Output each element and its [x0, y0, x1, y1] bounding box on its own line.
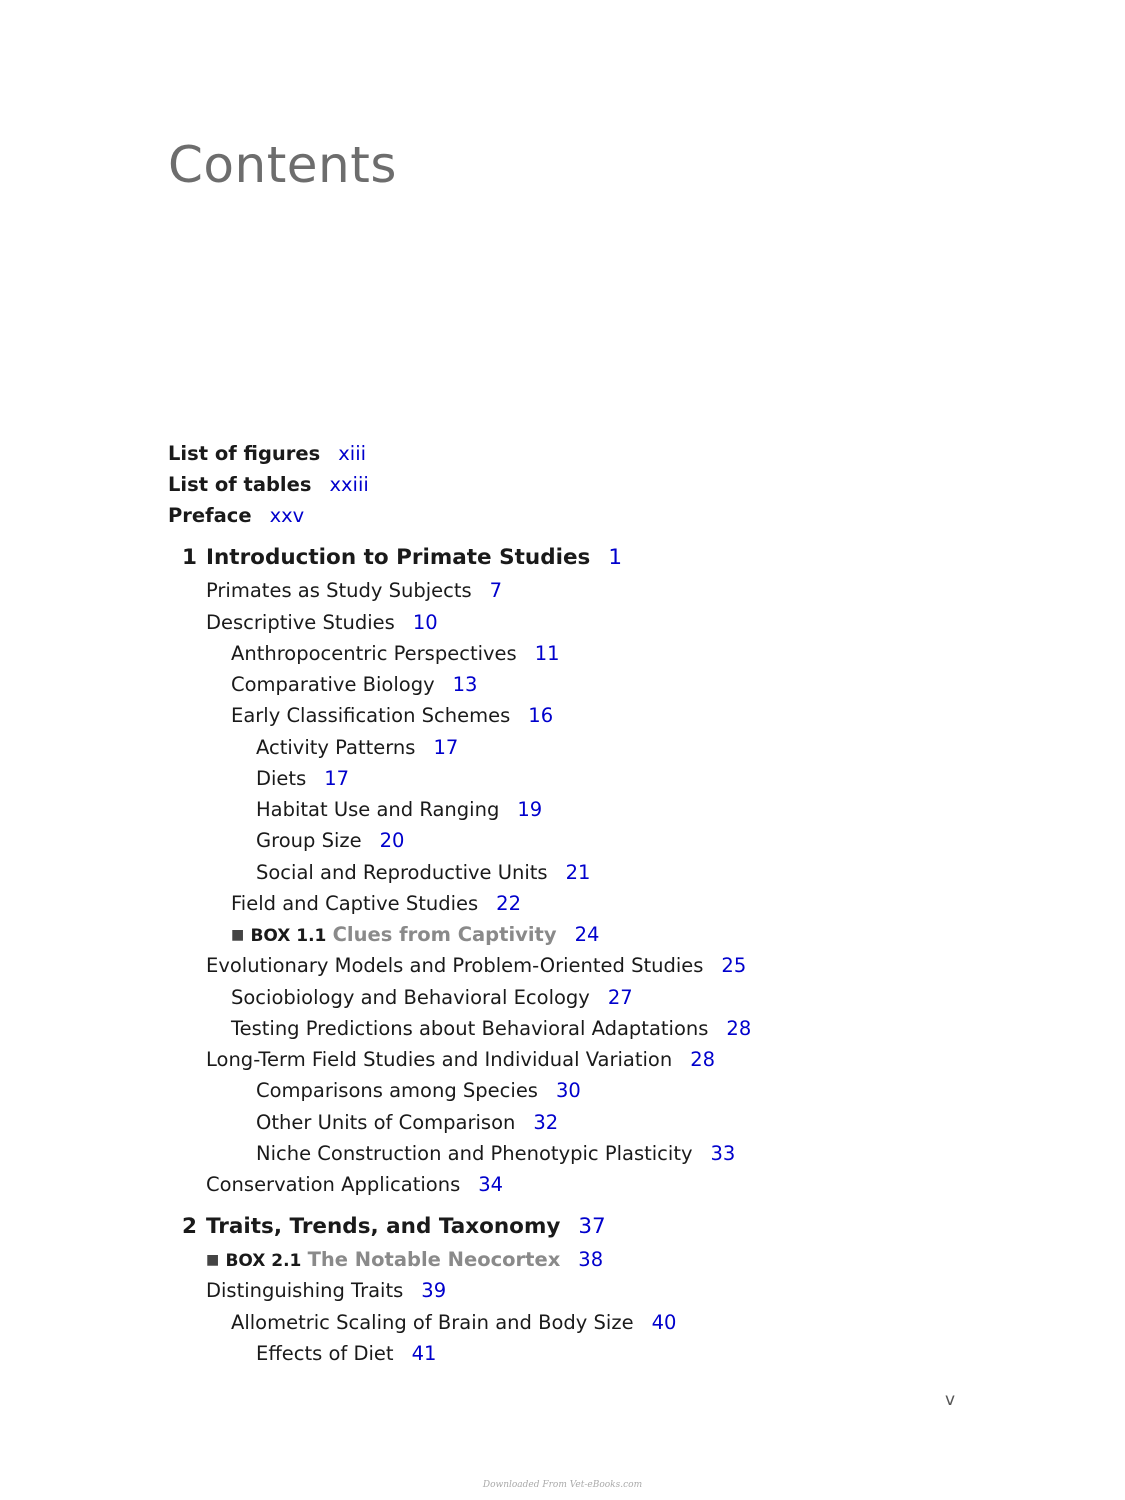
toc-entry-label: Activity Patterns — [256, 736, 416, 759]
toc-page-link[interactable]: 27 — [607, 986, 633, 1009]
toc-page-link[interactable]: 34 — [478, 1173, 504, 1196]
toc-page-link[interactable]: 30 — [555, 1079, 581, 1102]
toc-page-link[interactable]: 37 — [578, 1214, 606, 1239]
toc-chapter-1[interactable] — [182, 546, 622, 570]
toc-page-link[interactable]: 39 — [421, 1279, 447, 1302]
toc-page-link[interactable]: 11 — [534, 642, 560, 665]
toc-entry-label: Testing Predictions about Behavioral Adaptations — [231, 1017, 709, 1040]
page-number: v — [945, 1390, 956, 1410]
toc-page-link[interactable]: 24 — [574, 923, 600, 946]
toc-page-link[interactable]: 25 — [721, 954, 747, 977]
toc-entry[interactable] — [256, 1142, 735, 1166]
toc-entry[interactable] — [231, 704, 553, 728]
toc-page-link[interactable]: xxv — [269, 504, 305, 527]
toc-page-link[interactable]: 7 — [489, 579, 503, 602]
toc-page-link[interactable]: xxiii — [329, 473, 369, 496]
toc-entry[interactable] — [256, 829, 404, 853]
toc-entry[interactable] — [231, 642, 560, 666]
toc-entry[interactable] — [206, 579, 502, 603]
box-title: The Notable Neocortex — [307, 1248, 561, 1271]
toc-entry[interactable] — [256, 1342, 436, 1366]
toc-entry[interactable] — [256, 1079, 581, 1103]
toc-entry-label: Comparative Biology — [231, 673, 435, 696]
page-title: Contents — [168, 136, 397, 194]
box-tag: BOX 1.1 — [250, 926, 327, 946]
toc-page-link[interactable]: 1 — [608, 545, 623, 570]
toc-entry-label: Other Units of Comparison — [256, 1111, 516, 1134]
toc-entry-list-of-tables[interactable] — [168, 473, 369, 497]
toc-entry-label: Evolutionary Models and Problem-Oriented Studies — [206, 954, 704, 977]
toc-entry-label: Field and Captive Studies — [231, 892, 479, 915]
toc-entry-label: Comparisons among Species — [256, 1079, 538, 1102]
toc-entry-label: Allometric Scaling of Brain and Body Size — [231, 1311, 634, 1334]
toc-entry[interactable] — [256, 767, 349, 791]
box-title: Clues from Captivity — [332, 923, 557, 946]
toc-page-link[interactable]: 28 — [690, 1048, 716, 1071]
toc-entry[interactable] — [206, 1048, 715, 1072]
toc-entry[interactable] — [231, 892, 521, 916]
toc-entry-list-of-figures[interactable] — [168, 442, 366, 466]
toc-page-link[interactable]: 32 — [533, 1111, 559, 1134]
toc-entry[interactable] — [206, 1173, 503, 1197]
toc-entry-label: Anthropocentric Perspectives — [231, 642, 517, 665]
toc-entry-label: Descriptive Studies — [206, 611, 395, 634]
toc-page-link[interactable]: 22 — [496, 892, 521, 915]
toc-entry[interactable] — [256, 736, 458, 760]
toc-page-link[interactable]: 28 — [726, 1017, 752, 1040]
box-marker-icon: ■ — [231, 927, 245, 943]
toc-entry[interactable] — [256, 861, 590, 885]
toc-entry[interactable] — [231, 1017, 751, 1041]
toc-page-link[interactable]: 17 — [324, 767, 350, 790]
chapter-title: Traits, Trends, and Taxonomy — [206, 1214, 561, 1239]
toc-entry-label: Group Size — [256, 829, 362, 852]
download-footer: Downloaded From Vet-eBooks.com — [482, 1480, 643, 1490]
toc-entry[interactable] — [206, 954, 746, 978]
toc-entry-label: Primates as Study Subjects — [206, 579, 472, 602]
toc-entry-label: Conservation Applications — [206, 1173, 461, 1196]
toc-entry-label: Habitat Use and Ranging — [256, 798, 500, 821]
toc-chapter-2[interactable] — [182, 1215, 606, 1239]
toc-entry-preface[interactable] — [168, 504, 304, 528]
toc-page-link[interactable]: 13 — [452, 673, 478, 696]
toc-entry[interactable] — [231, 673, 477, 697]
toc-entry-label: Niche Construction and Phenotypic Plasticity — [256, 1142, 693, 1165]
toc-entry-label: Distinguishing Traits — [206, 1279, 404, 1302]
toc-entry[interactable] — [206, 611, 438, 635]
toc-page-link[interactable]: 21 — [565, 861, 591, 884]
box-marker-icon: ■ — [206, 1252, 220, 1268]
box-tag: BOX 2.1 — [225, 1251, 302, 1271]
toc-entry-label: Diets — [256, 767, 307, 790]
chapter-title: Introduction to Primate Studies — [206, 545, 591, 570]
toc-entry-label: List of figures — [168, 442, 321, 465]
toc-entry[interactable] — [231, 1311, 676, 1335]
toc-box-entry[interactable] — [206, 1248, 603, 1273]
toc-page-link[interactable]: 40 — [651, 1311, 677, 1334]
toc-entry-label: Effects of Diet — [256, 1342, 394, 1365]
toc-entry[interactable] — [256, 798, 542, 822]
chapter-number: 1 — [182, 545, 197, 570]
toc-entry[interactable] — [206, 1279, 446, 1303]
toc-entry-label: Sociobiology and Behavioral Ecology — [231, 986, 590, 1009]
toc-page-link[interactable]: xiii — [338, 442, 367, 465]
toc-box-entry[interactable] — [231, 923, 599, 948]
toc-entry-label: List of tables — [168, 473, 312, 496]
toc-page-link[interactable]: 41 — [411, 1342, 437, 1365]
toc-page-link[interactable]: 19 — [517, 798, 543, 821]
toc-entry[interactable] — [256, 1111, 558, 1135]
toc-page-link[interactable]: 20 — [379, 829, 405, 852]
toc-page-link[interactable]: 17 — [433, 736, 459, 759]
toc-page-link[interactable]: 16 — [528, 704, 554, 727]
chapter-number: 2 — [182, 1214, 197, 1239]
toc-entry-label: Preface — [168, 504, 252, 527]
toc-entry-label: Early Classification Schemes — [231, 704, 511, 727]
toc-page-link[interactable]: 10 — [412, 611, 438, 634]
toc-page-link[interactable]: 38 — [578, 1248, 604, 1271]
toc-entry[interactable] — [231, 986, 633, 1010]
toc-entry-label: Social and Reproductive Units — [256, 861, 548, 884]
toc-entry-label: Long-Term Field Studies and Individual Variation — [206, 1048, 673, 1071]
toc-page-link[interactable]: 33 — [710, 1142, 736, 1165]
